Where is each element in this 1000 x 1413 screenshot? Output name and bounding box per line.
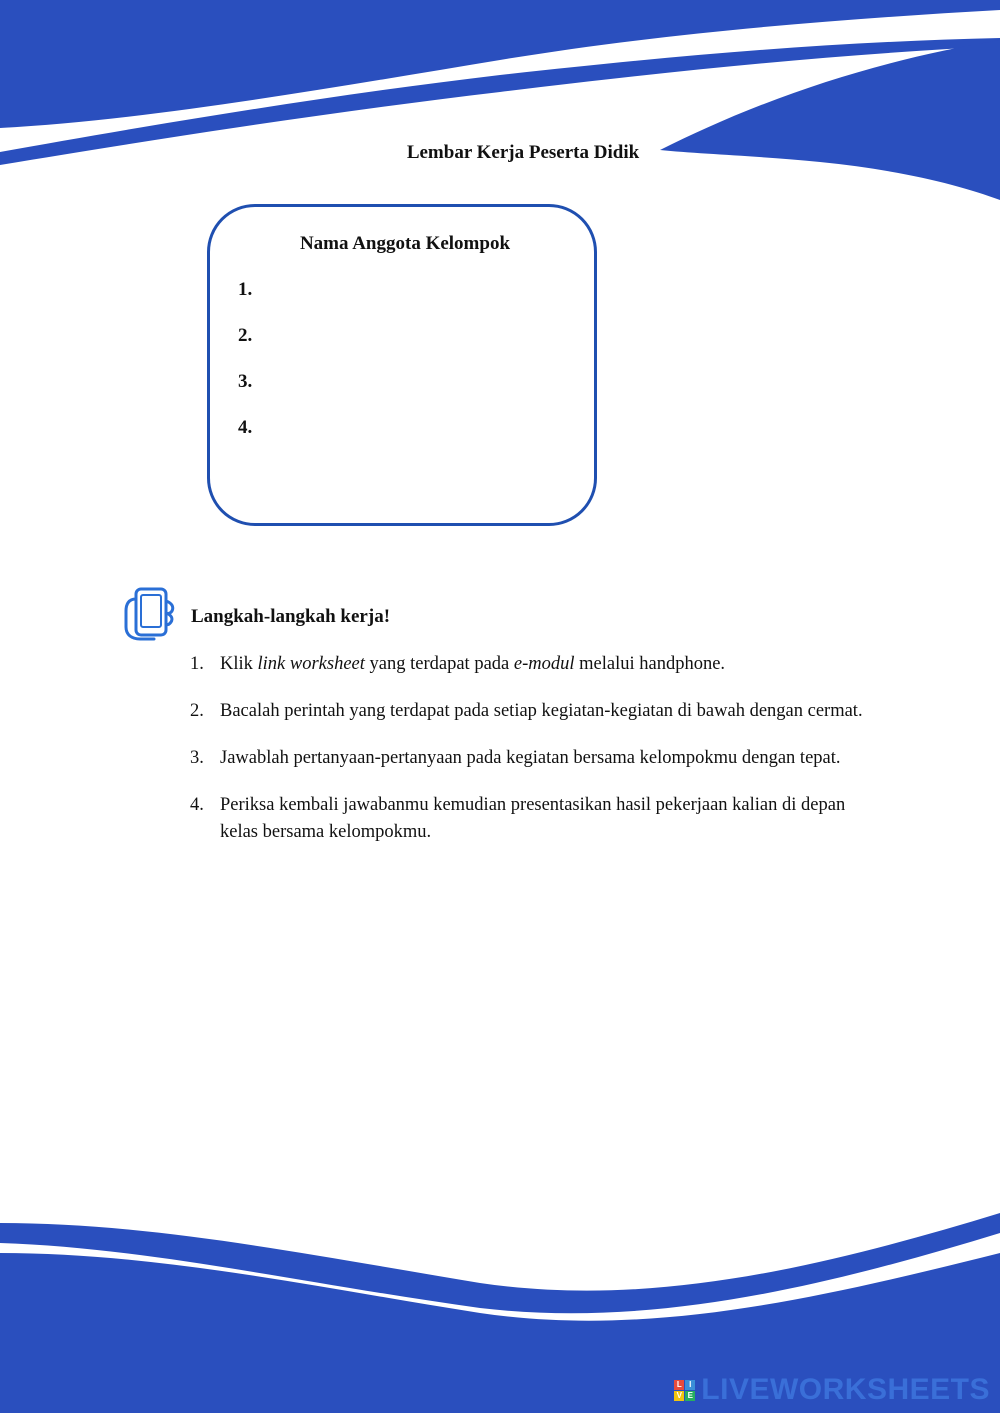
logo-letter: I — [685, 1380, 695, 1390]
step-item — [190, 792, 870, 846]
step-number: 1. — [190, 654, 204, 674]
liveworksheets-logo — [674, 1380, 695, 1401]
top-wave-decoration — [0, 0, 1000, 200]
liveworksheets-brand — [674, 1373, 990, 1407]
member-number: 1. — [238, 279, 253, 300]
step-text: Bacalah perintah yang terdapat pada setiap kegiatan-kegiatan di bawah dengan cermat. — [220, 701, 863, 721]
step-text: Jawablah pertanyaan-pertanyaan pada kegiatan bersama kelompokmu dengan tepat. — [220, 748, 841, 768]
logo-letter: V — [674, 1391, 684, 1401]
step-number: 3. — [190, 748, 204, 768]
step-number: 4. — [190, 795, 204, 815]
member-number: 4. — [238, 417, 253, 438]
step-item — [190, 745, 870, 772]
step-text: Periksa kembali jawabanmu kemudian presentasikan hasil pekerjaan kalian di depan kelas bersama kelompokmu. — [220, 795, 846, 842]
step-text: Klik — [220, 654, 258, 674]
step-text: link worksheet — [257, 654, 365, 674]
step-text: melalui handphone. — [574, 654, 726, 674]
document-title: Lembar Kerja Peserta Didik — [406, 142, 640, 163]
steps-list — [190, 651, 870, 866]
liveworksheets-wordmark: LIVEWORKSHEETS — [701, 1373, 990, 1406]
step-text: e-modul — [513, 654, 575, 674]
logo-letter: L — [674, 1380, 684, 1390]
logo-letter: E — [685, 1391, 695, 1401]
group-members-title: Nama Anggota Kelompok — [299, 233, 511, 254]
steps-heading: Langkah-langkah kerja! — [191, 606, 391, 627]
step-item — [190, 651, 870, 678]
group-members-box — [207, 204, 597, 526]
hand-phone-icon — [120, 585, 178, 643]
member-number: 3. — [238, 371, 253, 392]
step-item — [190, 698, 870, 725]
member-number: 2. — [238, 325, 253, 346]
step-text: yang terdapat pada — [364, 654, 514, 674]
step-number: 2. — [190, 701, 204, 721]
